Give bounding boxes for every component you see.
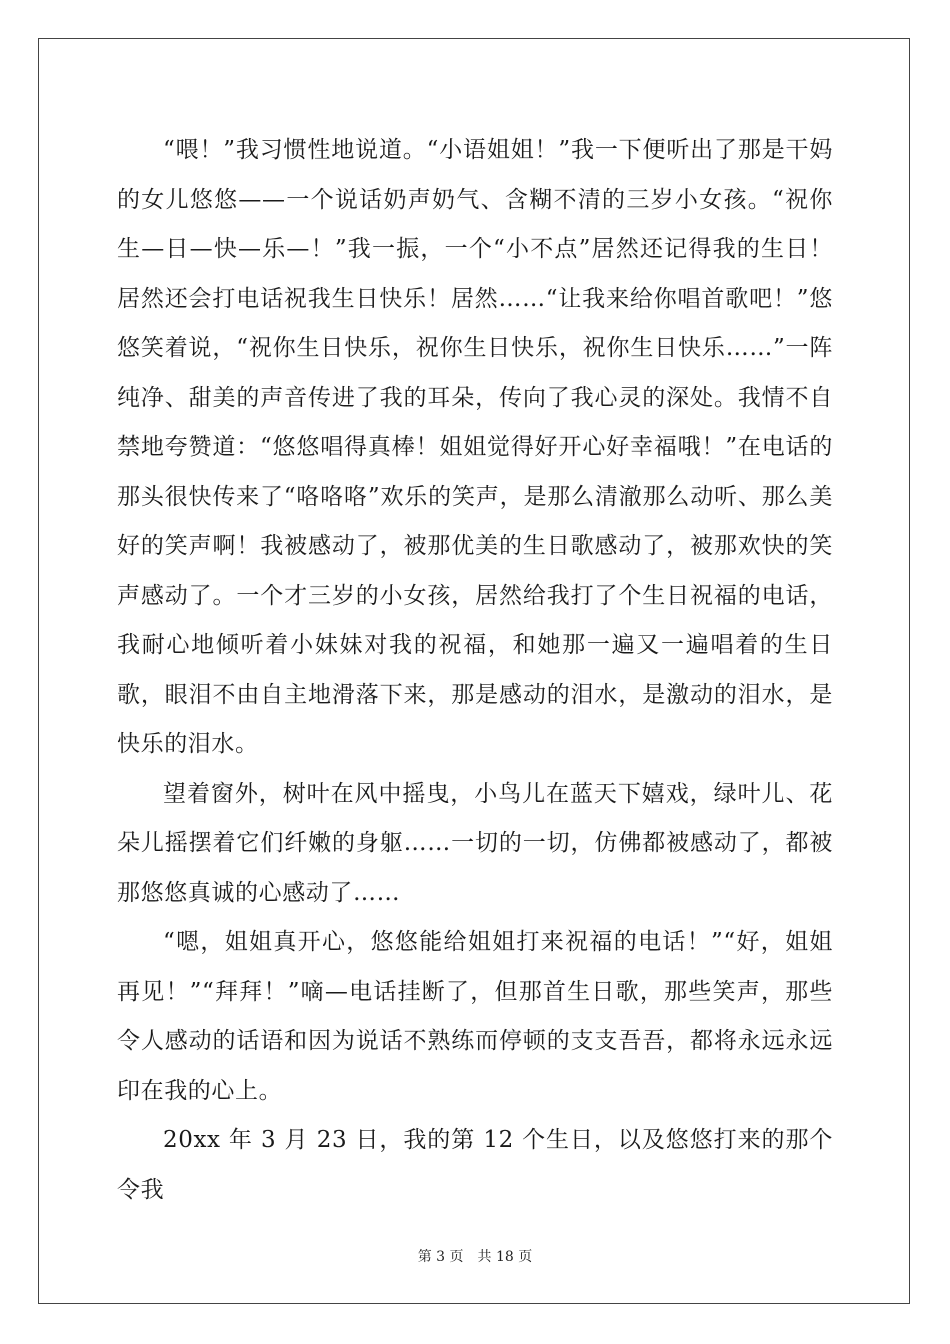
paragraph-1: “喂！”我习惯性地说道。“小语姐姐！”我一下便听出了那是干妈的女儿悠悠——一个说话奶声奶气、含糊不清的三岁小女孩。“祝你生—日—快—乐—！”我一振，一个“小不点”居然还记得我的生日！居然还会打电话祝我生日快乐！居然……“让我来给你唱首歌吧！”悠悠笑着说，“祝你生日快乐，祝你生日快乐，祝你生日快乐……”一阵纯净、甜美的声音传进了我的耳朵，传向了我心灵的深处。我情不自禁地夸赞道：“悠悠唱得真棒！姐姐觉得好开心好幸福哦！”在电话的那头很快传来了“咯咯咯”欢乐的笑声，是那么清澈那么动听、那么美好的笑声啊！我被感动了，被那优美的生日歌感动了，被那欢快的笑声感动了。一个才三岁的小女孩，居然给我打了个生日祝福的电话，我耐心地倾听着小妹妹对我的祝福，和她那一遍又一遍唱着的生日歌，眼泪不由自主地滑落下来，那是感动的泪水，是激动的泪水，是快乐的泪水。	[117, 137, 833, 757]
paragraph-2: 望着窗外，树叶在风中摇曳，小鸟儿在蓝天下嬉戏，绿叶儿、花朵儿摇摆着它们纤嫩的身躯……一切的一切，仿佛都被感动了，都被那悠悠真诚的心感动了……	[117, 780, 833, 906]
paragraph-4: 20xx 年 3 月 23 日，我的第 12 个生日，以及悠悠打来的那个令我	[117, 1127, 833, 1203]
document-body	[117, 126, 833, 1215]
paragraph-3: “嗯，姐姐真开心，悠悠能给姐姐打来祝福的电话！”“好，姐姐再见！”“拜拜！”嘀—电话挂断了，但那首生日歌，那些笑声，那些令人感动的话语和因为说话不熟练而停顿的支支吾吾，都将永远永远印在我的心上。	[117, 929, 833, 1104]
page-number-footer: 第 3 页 共 18 页	[417, 1249, 533, 1265]
